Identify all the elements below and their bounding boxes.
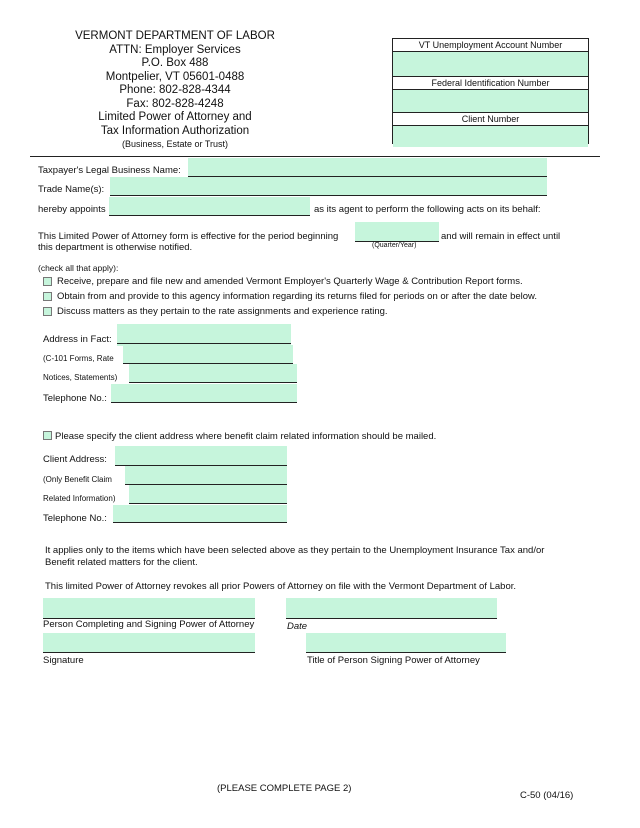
option-checkbox-2[interactable] — [43, 292, 52, 301]
fact-address-field-3[interactable] — [129, 364, 297, 383]
period-beginning-field[interactable] — [355, 222, 439, 242]
quarter-year-hint: (Quarter/Year) — [372, 242, 417, 249]
fact-phone-label: Telephone No.: — [43, 393, 107, 404]
fax-line: Fax: 802-828-4248 — [126, 97, 224, 110]
fact-phone-line — [111, 402, 297, 403]
fact-phone-field[interactable] — [111, 384, 297, 403]
federal-id-label: Federal Identification Number — [393, 77, 588, 90]
account-number-field[interactable] — [393, 52, 588, 77]
check-all-instruction: (check all that apply): — [38, 263, 119, 273]
client-phone-label: Telephone No.: — [43, 513, 107, 524]
fact-line3-line — [129, 382, 297, 383]
agency-header — [40, 30, 310, 150]
federal-id-field[interactable] — [393, 90, 588, 113]
client-phone-field[interactable] — [113, 505, 287, 523]
client-number-field[interactable] — [393, 126, 588, 147]
fact-address-field-2[interactable] — [123, 345, 293, 364]
appoints-label: hereby appoints — [38, 204, 106, 215]
client-address-instruction: Please specify the client address where benefit claim related information should be mailed. — [55, 431, 437, 442]
client-address-field-3[interactable] — [129, 485, 287, 504]
period-text-after: and will remain in effect until — [441, 231, 561, 242]
date-field[interactable] — [286, 598, 497, 619]
applies-note-line2: Benefit related matters for the client. — [45, 557, 198, 568]
applies-note-line1: It applies only to the items which have been selected above as they pertain to the Unemployment Insurance Tax and/or — [45, 545, 545, 556]
phone-line: Phone: 802-828-4344 — [119, 84, 231, 96]
client-line3-label: Related Information) — [43, 494, 116, 503]
signature-field[interactable] — [43, 633, 255, 653]
option-label-3: Discuss matters as they pertain to the rate assignments and experience rating. — [57, 306, 388, 317]
city-line: Montpelier, VT 05601-0488 — [105, 70, 245, 83]
fact-address-label: Address in Fact: — [43, 334, 112, 345]
signer-title-label: Title of Person Signing Power of Attorney — [307, 655, 480, 666]
agent-text: as its agent to perform the following acts on its behalf: — [314, 204, 541, 215]
trade-name-label: Trade Name(s): — [38, 184, 105, 195]
client-phone-line — [113, 522, 287, 523]
fact-line2-label: (C-101 Forms, Rate — [43, 354, 114, 363]
option-checkbox-3[interactable] — [43, 307, 52, 316]
signature-label: Signature — [43, 655, 84, 666]
date-label: Date — [287, 621, 308, 632]
client-line3-line — [129, 503, 287, 504]
form-subtitle: (Business, Estate or Trust) — [121, 139, 229, 149]
account-number-label: VT Unemployment Account Number — [393, 39, 588, 52]
client-address-field-2[interactable] — [125, 466, 287, 485]
legal-name-label: Taxpayer's Legal Business Name: — [38, 165, 181, 176]
person-signing-label: Person Completing and Signing Power of Attorney — [43, 619, 255, 630]
attn-line: ATTN: Employer Services — [109, 43, 241, 56]
signer-title-field[interactable] — [306, 633, 506, 653]
continue-note: (PLEASE COMPLETE PAGE 2) — [217, 783, 352, 794]
fact-line3-label: Notices, Statements) — [43, 373, 118, 382]
trade-name-field[interactable] — [110, 177, 547, 196]
period-text-line2: this department is otherwise notified. — [38, 242, 193, 253]
form-id: C-50 (04/16) — [520, 790, 574, 801]
form-title-2: Tax Information Authorization — [100, 124, 250, 137]
fact-address-line — [117, 343, 291, 344]
id-number-box — [392, 38, 589, 144]
option-label-1: Receive, prepare and file new and amended Vermont Employer's Quarterly Wage & Contribution Report forms. — [57, 276, 523, 287]
appointed-agent-field[interactable] — [109, 197, 310, 216]
form-title-1: Limited Power of Attorney and — [98, 111, 252, 123]
client-address-checkbox[interactable] — [43, 431, 52, 440]
client-address-label: Client Address: — [43, 454, 107, 465]
legal-name-field[interactable] — [188, 158, 547, 177]
option-label-2: Obtain from and provide to this agency information regarding its returns filed for periods on or after the date below. — [57, 291, 538, 302]
client-number-label: Client Number — [393, 113, 588, 126]
option-checkbox-1[interactable] — [43, 277, 52, 286]
client-line2-label: (Only Benefit Claim — [43, 475, 112, 484]
period-text: This Limited Power of Attorney form is effective for the period beginning — [38, 231, 339, 242]
person-signing-field[interactable] — [43, 598, 255, 619]
header-divider — [30, 156, 600, 157]
agency-name: VERMONT DEPARTMENT OF LABOR — [75, 30, 275, 42]
revokes-note: This limited Power of Attorney revokes all prior Powers of Attorney on file with the Vermont Department of Labor. — [45, 581, 517, 592]
client-address-field[interactable] — [115, 446, 287, 466]
po-box: P.O. Box 488 — [141, 57, 209, 69]
